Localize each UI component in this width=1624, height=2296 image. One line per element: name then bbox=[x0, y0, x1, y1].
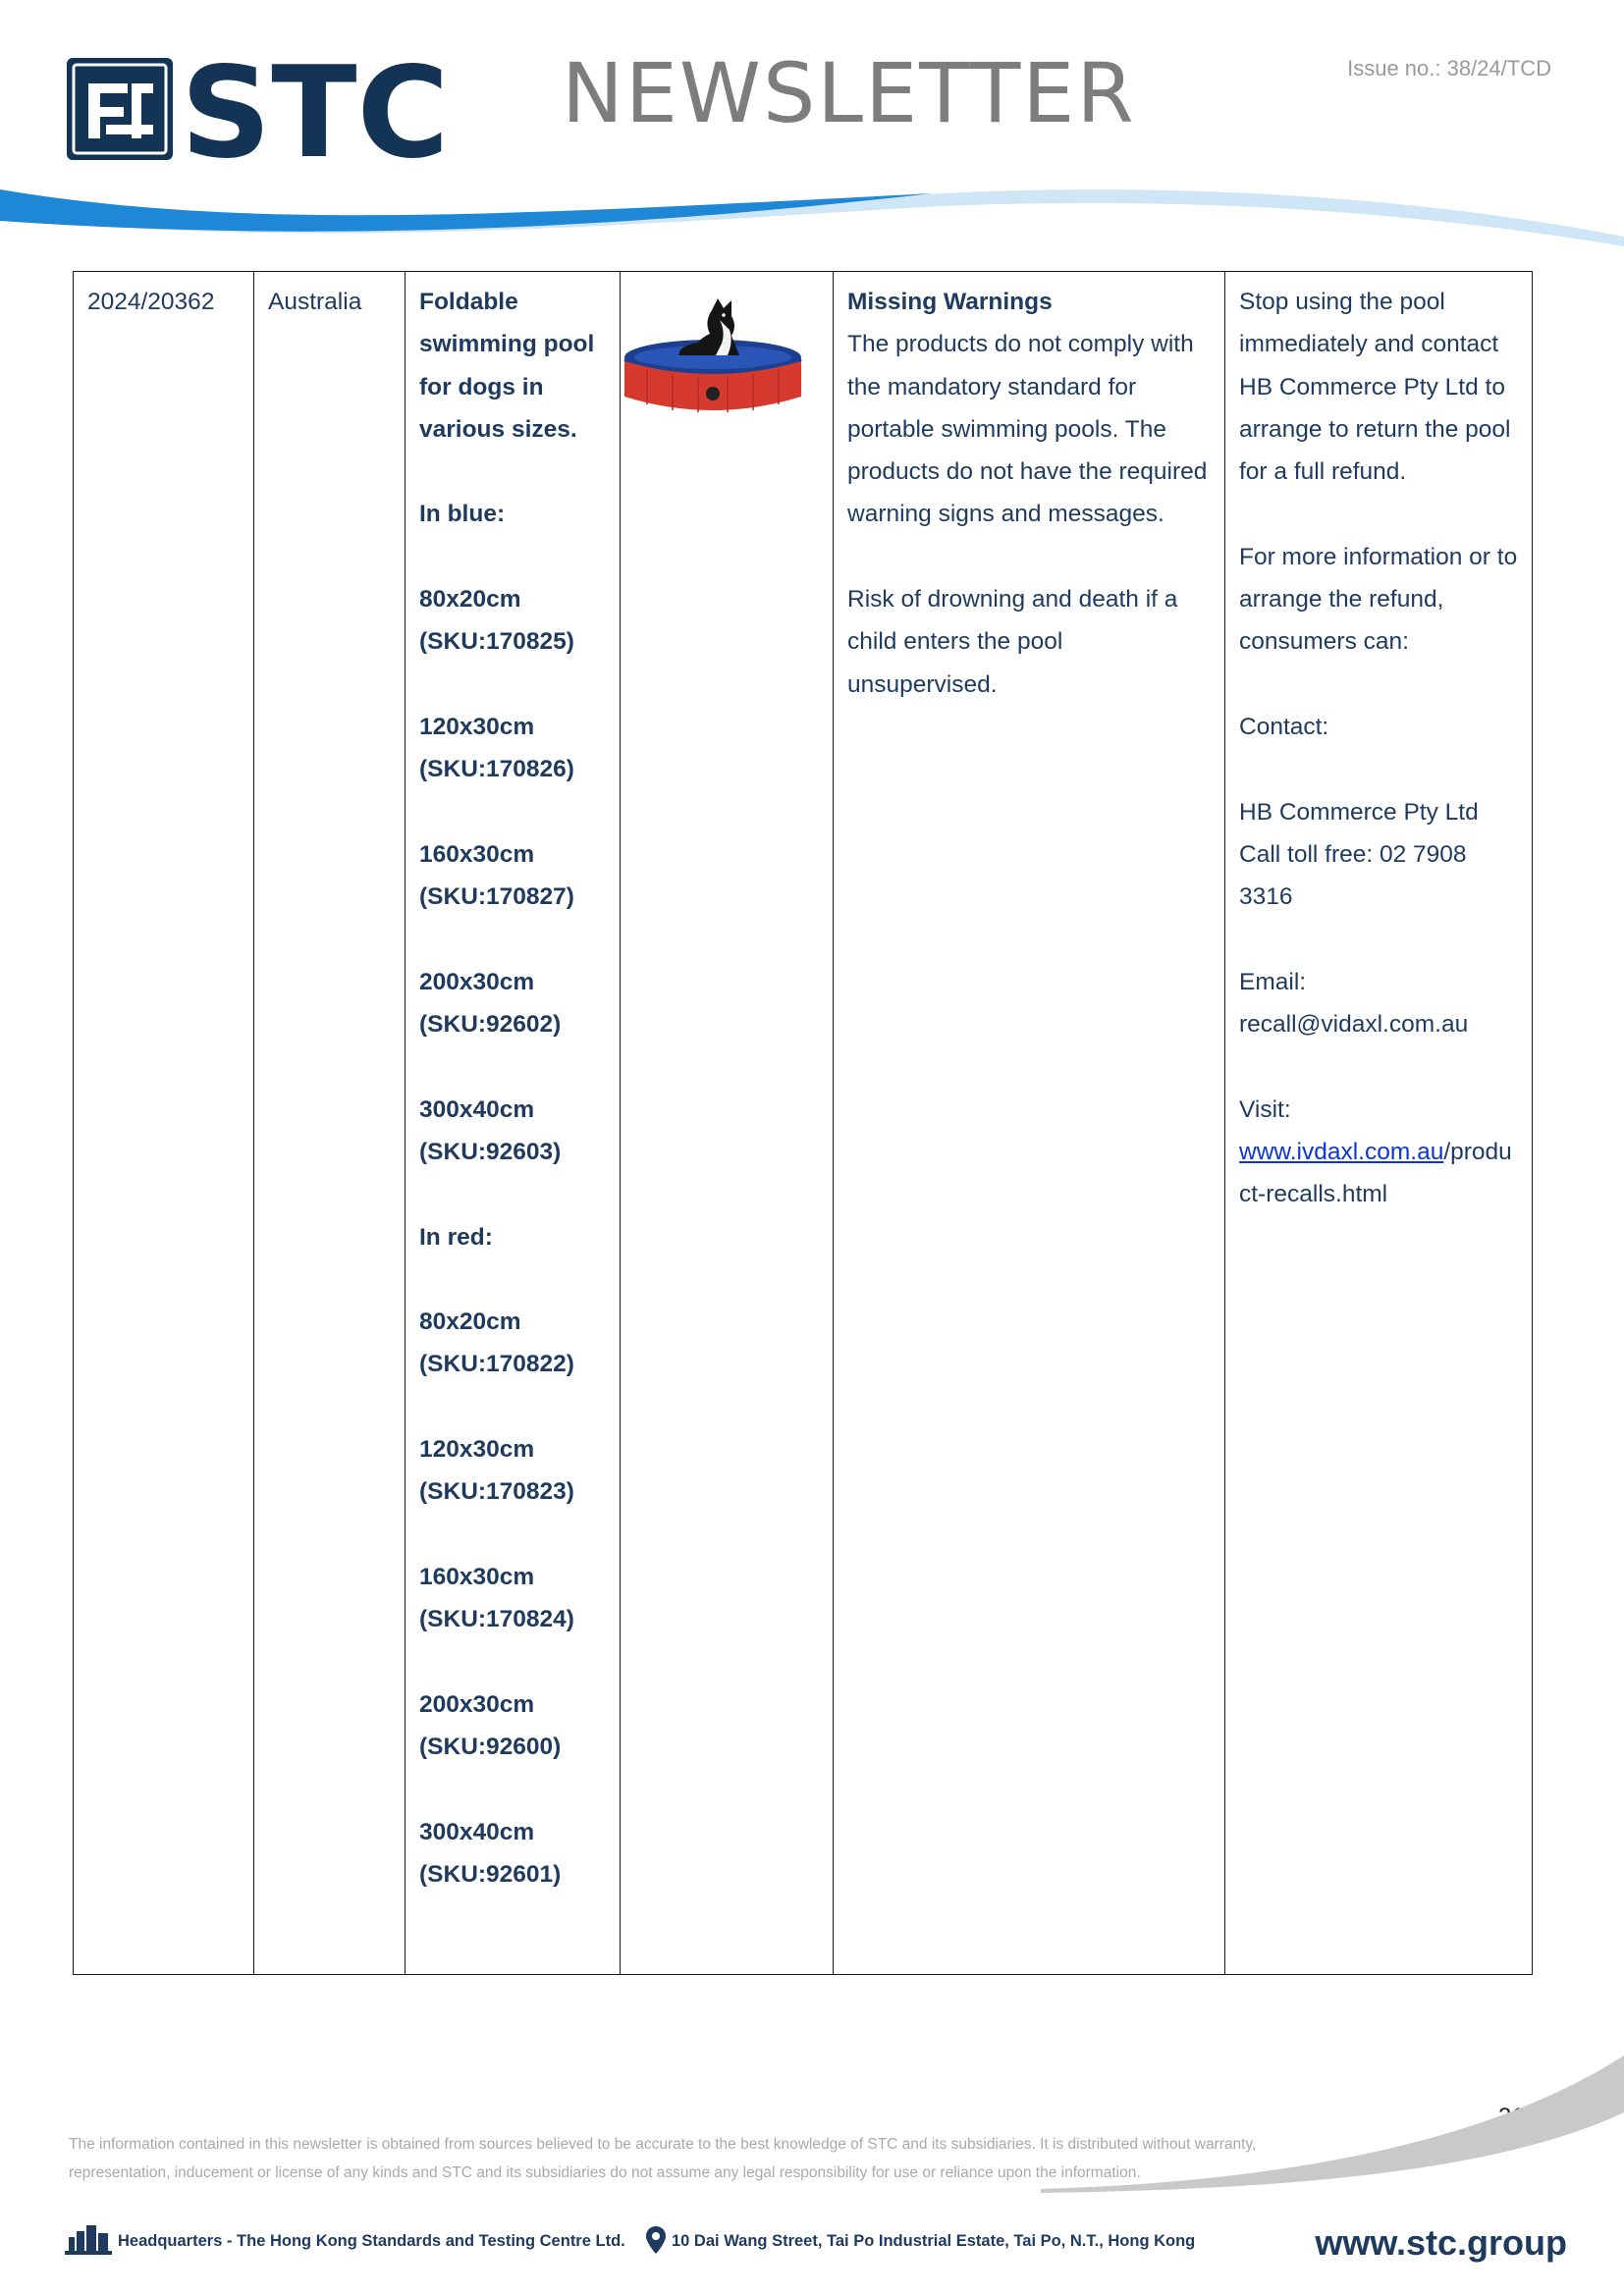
phone-number: Call toll free: 02 7908 3316 bbox=[1239, 840, 1467, 911]
disclaimer: The information contained in this newsletter is obtained from sources believed to be accurate to the best knowledge of STC and its subsidiaries. It is distributed without warranty, representation, inducement or license of any kinds and STC and its subsidiaries do not assume any legal responsibility for use or reliance upon the information. bbox=[69, 2136, 1257, 2181]
size-entry: 160x30cm (SKU:170827) bbox=[419, 840, 574, 911]
dog-pool-image bbox=[622, 287, 804, 420]
email-address: recall@vidaxl.com.au bbox=[1239, 1011, 1469, 1039]
recall-url-link[interactable]: www.ivdaxl.com.au bbox=[1239, 1138, 1444, 1165]
table-row bbox=[74, 272, 1533, 1975]
header-swoosh bbox=[0, 182, 1624, 260]
issue-number: Issue no.: 38/24/TCD bbox=[1347, 56, 1551, 80]
country: Australia bbox=[268, 289, 362, 315]
size-entry: 80x20cm (SKU:170825) bbox=[419, 586, 574, 656]
stc-logo bbox=[67, 56, 469, 162]
contact-label: Contact: bbox=[1239, 713, 1329, 740]
size-entry: 200x30cm (SKU:92602) bbox=[419, 968, 562, 1039]
svg-text:STC: STC bbox=[181, 56, 450, 162]
address-text: 10 Dai Wang Street, Tai Po Industrial Estate, Tai Po, N.T., Hong Kong bbox=[672, 2232, 1196, 2250]
headquarters-text: Headquarters - The Hong Kong Standards and Testing Centre Ltd. bbox=[118, 2232, 625, 2250]
size-entry: 300x40cm (SKU:92603) bbox=[419, 1095, 562, 1165]
footer-bar bbox=[65, 2222, 1567, 2264]
size-entry: 200x30cm (SKU:92600) bbox=[419, 1690, 562, 1761]
hazard-cell bbox=[834, 272, 1225, 1975]
remedy-cell bbox=[1225, 272, 1533, 1975]
blue-heading: In blue: bbox=[419, 501, 506, 528]
product-title: Foldable swimming pool for dogs in various sizes. bbox=[419, 289, 595, 443]
size-entry: 120x30cm (SKU:170826) bbox=[419, 713, 574, 783]
visit-label: Visit: bbox=[1239, 1095, 1291, 1123]
risk-description: Risk of drowning and death if a child enters the pool unsupervised. bbox=[847, 586, 1178, 698]
recall-table bbox=[73, 271, 1533, 1975]
size-entry: 80x20cm (SKU:170822) bbox=[419, 1308, 574, 1378]
remedy-action: Stop using the pool immediately and contact HB Commerce Pty Ltd to arrange to return the pool for a full refund. bbox=[1239, 289, 1511, 486]
building-icon bbox=[65, 2225, 112, 2255]
recall-url: www.ivdaxl.com.au/product-recalls.html bbox=[1239, 1138, 1512, 1208]
size-entry: 120x30cm (SKU:170823) bbox=[419, 1436, 574, 1506]
size-entry: 160x30cm (SKU:170824) bbox=[419, 1563, 574, 1633]
hazard-title: Missing Warnings bbox=[847, 289, 1053, 315]
company-name: HB Commerce Pty Ltd bbox=[1239, 798, 1479, 826]
newsletter-title: NEWSLETTER bbox=[562, 45, 1136, 141]
reference-number: 2024/20362 bbox=[87, 289, 215, 315]
website-link[interactable]: www.stc.group bbox=[1315, 2222, 1567, 2263]
product-cell bbox=[406, 272, 621, 1975]
image-cell bbox=[621, 272, 834, 1975]
size-entry: 300x40cm (SKU:92601) bbox=[419, 1818, 562, 1888]
red-heading: In red: bbox=[419, 1223, 493, 1251]
hazard-description: The products do not comply with the mandatory standard for portable swimming pools. The products do not have the required warning signs and messages. bbox=[847, 331, 1208, 528]
location-pin-icon bbox=[646, 2226, 666, 2254]
country-cell bbox=[254, 272, 406, 1975]
reference-cell bbox=[74, 272, 254, 1975]
more-info: For more information or to arrange the refund, consumers can: bbox=[1239, 543, 1518, 656]
email-label: Email: bbox=[1239, 968, 1307, 995]
